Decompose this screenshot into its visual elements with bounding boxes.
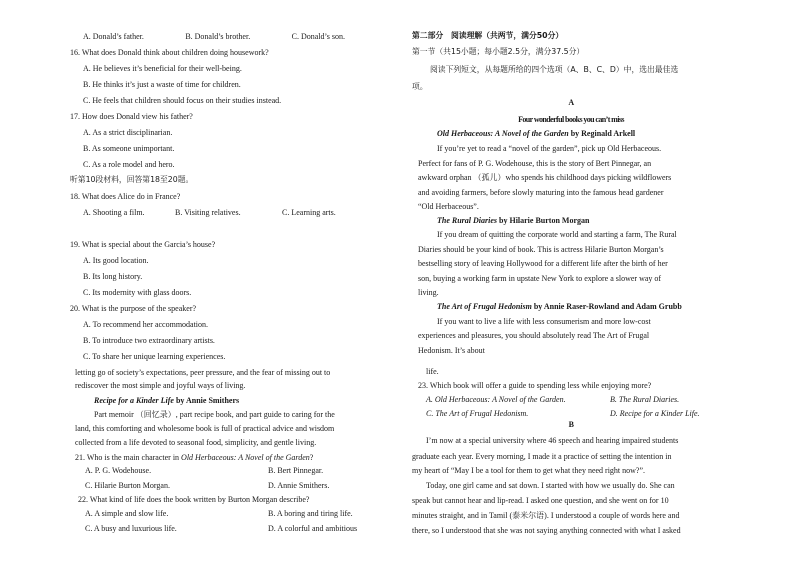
q21-option-c: C. Hilarie Burton Morgan. xyxy=(85,481,170,490)
q19-option-c: C. Its modernity with glass doors. xyxy=(83,288,192,297)
q16-stem: 16. What does Donald think about children doing housework? xyxy=(70,48,269,57)
q21-option-d: D. Annie Smithers. xyxy=(268,481,330,490)
passage-a-title: Four wonderful books you can’t miss xyxy=(518,115,624,124)
left-column xyxy=(70,0,388,561)
passage-b-line-3: my heart of “May I be a tool for them to get what they need right now?”. xyxy=(412,466,646,475)
q19-option-b: B. Its long history. xyxy=(83,272,143,281)
passage-b-line-2: graduate each year. Every morning, I made it a practice of setting the intention in xyxy=(412,452,672,461)
q18-option-a: A. Shooting a film. xyxy=(83,208,145,217)
q23-option-a: A. Old Herbaceous: A Novel of the Garden. xyxy=(426,395,566,404)
q22-stem: 22. What kind of life does the book written by Burton Morgan describe? xyxy=(78,495,310,504)
passage-b-line-1: I’m now at a special university where 46 speech and hearing impaired students xyxy=(426,436,679,445)
book-1-line-1: If you’re yet to read a “novel of the garden”, pick up Old Herbaceous. xyxy=(437,144,662,153)
q17-option-c: C. As a role model and hero. xyxy=(83,160,175,169)
q16-option-b: B. He thinks it’s just a waste of time for children. xyxy=(83,80,241,89)
q21-option-a: A. P. G. Wodehouse. xyxy=(85,466,152,475)
book-1-line-3: awkward orphan （孤儿）who spends his childhood days picking wildflowers xyxy=(418,173,672,182)
passage-b-line-5: speak but cannot hear and lip-read. I asked one question, and she went on for 10 xyxy=(412,496,669,505)
passage-b-line-6: minutes straight, and in Tamil (泰米尔语). I understood a couple of words here and xyxy=(412,511,680,520)
section-1-heading: 第一节（共15小题；每小题2.5分，满分37.5分） xyxy=(412,47,585,56)
q22-option-a: A. A simple and slow life. xyxy=(85,509,169,518)
q22-option-c: C. A busy and luxurious life. xyxy=(85,524,177,533)
book-3-heading xyxy=(437,303,682,311)
book-2-heading xyxy=(437,217,589,225)
q21-stem xyxy=(75,454,313,462)
q23-option-b: B. The Rural Diaries. xyxy=(610,395,680,404)
q17-stem: 17. How does Donald view his father? xyxy=(70,112,193,121)
instructions-line-2: 项。 xyxy=(412,82,428,91)
book-2-line-3: bestselling story of leaving Hollywood for a different life after the birth of her xyxy=(418,259,668,268)
q18-stem: 18. What does Alice do in France? xyxy=(70,192,181,201)
book-1-line-2: Perfect for fans of P. G. Wodehouse, this is the story of Bert Pinnegar, an xyxy=(418,159,652,168)
q23-stem: 23. Which book will offer a guide to spending less while enjoying more? xyxy=(418,381,652,390)
q15-option-b: B. Donald’s brother. xyxy=(185,32,251,41)
book-3-line-3: Hedonism. It’s about xyxy=(418,346,485,355)
q21-book-title: Old Herbaceous: A Novel of the Garden xyxy=(181,453,310,462)
book-4-line-3: collected from a life devoted to seasonal food, simplicity, and gentle living. xyxy=(75,438,317,447)
q16-option-a: A. He believes it’s beneficial for their well-being. xyxy=(83,64,242,73)
q22-option-d: D. A colorful and ambitious xyxy=(268,524,358,533)
q19-stem: 19. What is special about the Garcia’s house? xyxy=(70,240,216,249)
book-2-title: The Rural Diaries xyxy=(437,216,498,225)
book-1-heading xyxy=(437,130,635,138)
q15-option-a: A. Donald’s father. xyxy=(83,32,144,41)
passage-b-label: B xyxy=(568,420,574,429)
q16-option-c: C. He feels that children should focus on their studies instead. xyxy=(83,96,282,105)
book-3-line-1: If you want to live a life with less consumerism and more low-cost xyxy=(437,317,651,326)
passage-b-line-7: there, so I understood that she was not saying anything connected with what I asked xyxy=(412,526,681,535)
passage-b-line-4: Today, one girl came and sat down. I started with how we usually do. She can xyxy=(426,481,675,490)
book-1-line-4: and avoiding farmers, before slowly maturing into the famous head gardener xyxy=(418,188,664,197)
book-2-line-5: living. xyxy=(418,288,439,297)
instructions-line-1: 阅读下列短文，从每题所给的四个选项（A、B、C、D）中，选出最佳选 xyxy=(430,65,679,74)
q20-stem: 20. What is the purpose of the speaker? xyxy=(70,304,197,313)
book-3-title: The Art of Frugal Hedonism xyxy=(437,302,532,311)
q20-option-a: A. To recommend her accommodation. xyxy=(83,320,209,329)
book-4-title: Recipe for a Kinder Life xyxy=(94,396,174,405)
book-2-line-2: Diaries should be your kind of book. This is actress Hilarie Burton Morgan’s xyxy=(418,245,664,254)
book-3-line-2: experiences and pleasures, you should absolutely read The Art of Frugal xyxy=(418,331,650,340)
q22-option-b: B. A boring and tiring life. xyxy=(268,509,353,518)
book-1-line-5: “Old Herbaceous”. xyxy=(418,202,479,211)
q20-option-c: C. To share her unique learning experiences. xyxy=(83,352,226,361)
book-2-line-4: son, buying a working farm in upstate New York to explore a slower way of xyxy=(418,274,662,283)
book-3-continued-line-2: rediscover the most simple and joyful ways of living. xyxy=(75,381,246,390)
book-4-line-2: land, this comforting and wholesome book is full of practical advice and wisdom xyxy=(75,424,335,433)
q21-stem-end: ? xyxy=(309,453,314,462)
book-1-title: Old Herbaceous: A Novel of the Garden xyxy=(437,129,569,138)
material-10-instruction: 听第10段材料，回答第18至20题。 xyxy=(70,175,194,184)
book-3-author: by Annie Raser-Rowland and Adam Grubb xyxy=(531,302,682,311)
q15-options xyxy=(83,33,345,41)
right-column xyxy=(412,0,730,561)
q17-option-b: B. As someone unimportant. xyxy=(83,144,175,153)
book-1-author: by Reginald Arkell xyxy=(568,129,636,138)
q23-option-c: C. The Art of Frugal Hedonism. xyxy=(426,409,529,418)
q23-option-d: D. Recipe for a Kinder Life. xyxy=(610,409,700,418)
book-2-line-1: If you dream of quitting the corporate world and starting a farm, The Rural xyxy=(437,230,677,239)
book-3-line-4: life. xyxy=(426,367,439,376)
q18-option-c: C. Learning arts. xyxy=(282,208,336,217)
part-2-heading: 第二部分 阅读理解（共两节，满分50分） xyxy=(412,31,564,40)
book-4-heading xyxy=(94,397,239,405)
q21-option-b: B. Bert Pinnegar. xyxy=(268,466,324,475)
q17-option-a: A. As a strict disciplinarian. xyxy=(83,128,173,137)
q19-option-a: A. Its good location. xyxy=(83,256,149,265)
book-4-author: by Annie Smithers xyxy=(173,396,240,405)
passage-a-label: A xyxy=(568,98,574,107)
book-4-line-1: Part memoir （回忆录）, part recipe book, and part guide to caring for the xyxy=(94,410,335,419)
book-2-author: by Hilarie Burton Morgan xyxy=(497,216,590,225)
q20-option-b: B. To introduce two extraordinary artists. xyxy=(83,336,215,345)
book-3-continued-line-1: letting go of society’s expectations, peer pressure, and the fear of missing out to xyxy=(75,368,331,377)
q15-option-c: C. Donald’s son. xyxy=(291,32,345,41)
q18-option-b: B. Visiting relatives. xyxy=(175,208,241,217)
q21-stem-text: 21. Who is the main character in xyxy=(75,453,182,462)
